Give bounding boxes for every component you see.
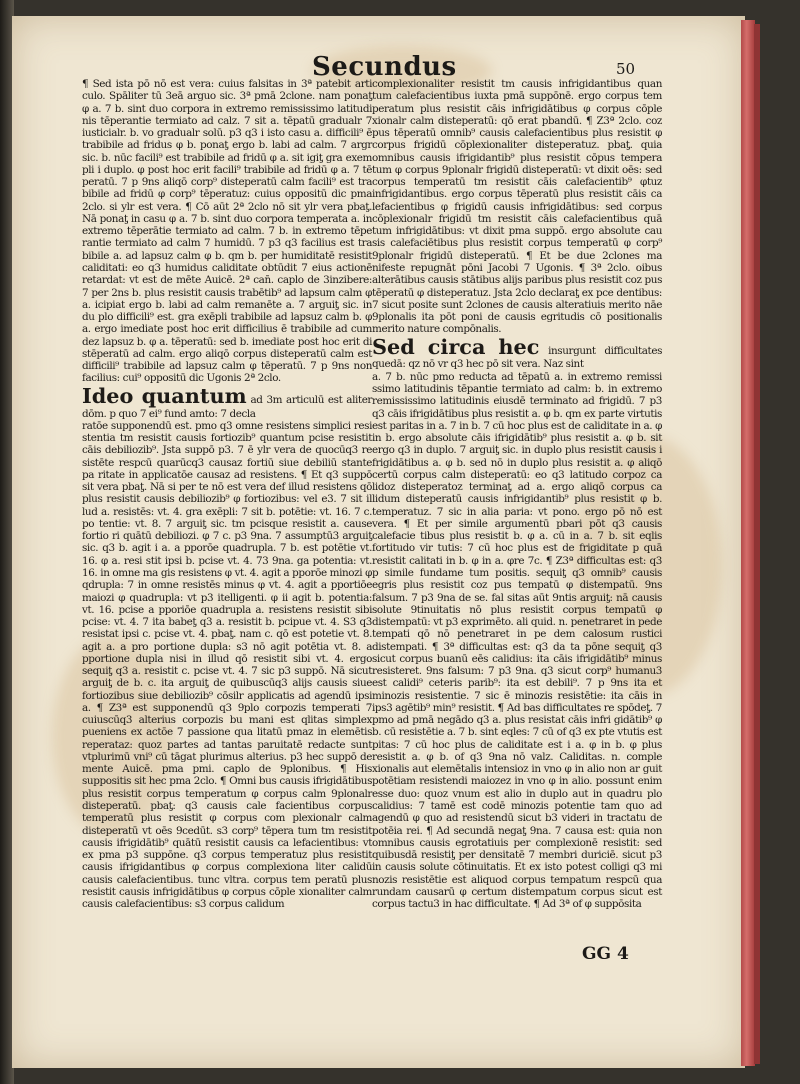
section-opening bbox=[82, 382, 373, 420]
running-head: Secundus bbox=[312, 52, 457, 82]
red-page-edge bbox=[741, 20, 755, 1066]
right-column bbox=[372, 78, 662, 910]
large-initial-words: Ideo quantum bbox=[82, 382, 247, 408]
opening-line: ad 3m articulū est aliter dōm. p quo 7 ei⁹ fund amto: 7 decla bbox=[82, 393, 373, 420]
signature-mark: GG 4 bbox=[582, 944, 629, 964]
paragraph: complexionaliter resistit tm causis infrigidantibus quan tum calefacientibus iuxta pmā suppōnē. ergo corpus tem peratum plus resistit cāis infrigidātibus φ corpus cōple xionalr calm disteperatū: qō erat pbandū. ¶ Z3ª 2clo. coz pus tēperatū omnib⁹ causis calefacientibus plus resistit φ corpus frigidū cōplexionaliter disteperatuz. pbaƫ. quia omnibus causis ifrigidantib⁹ plus resistit cōpus tempera tum φ corpus 9plonalr frigidū disteperatū: vt dixit oēs: sed corpus temperatū tm resistit cāis calefacientib⁹ φtuz infrigidantibus. ergo corpus tēperatū plus resistit cāis ca lefacientibus φ frigidū causis infrigidātibus: sed corpus cōplexionalr frigidū tm resistit cāis calefacientibus quā tum infrigidātibus: vt dixit pma suppō. ergo absolute cau sis calefaciētibus plus resistit corpus temperatū φ corp⁹ 9plonalr frigidū disteperatū. ¶ Et be due 2clones ma nifeste repugnāt pōni Jacobi 7 Ugonis. ¶ 3ª 2clo. oibus alterātibus causis stātibus alijs paribus plus resistit coz pus tēperatū φ disteperatuz. Jsta 2clo declaraƫ ex pce dentibus: 7 sicut posite sunt 2clones de causis alteratiuis merito nāe 9plonalis ita pōt poni de causis egritudis cō positionalis merito nature compōnalis. bbox=[372, 78, 662, 336]
large-initial-words: Sed circa hec bbox=[372, 333, 540, 359]
paragraph: ¶ Sed ista pō nō est vera: cuius falsitas in 3ª patebit arti culo. Spāliter tū 3eā arguo sic. 3ª pmā 2clone. nam ponaƫ φ a. 7 b. sint duo corpora in extremo remississimo latitudi nis tēperantie termiato ad calz. 7 sit a. tēpatū gradualr 7 iusticialr. b. vo gradualr solū. p3 q3 i isto casu a. difficili⁹ ē trabibile ad fridus φ b. ponaƫ ergo b. labi ad calm. 7 argr sic. b. nūc facili⁹ est trabibile ad fridū φ a. sit igiƫ gra exem pli i duplo. φ post hoc erit facili⁹ trabibile ad fridū φ a. 7 tē peratū. 7 p 9ns aliqō corp⁹ disteperatū calm facili⁹ est tra bibile ad fridū φ corp⁹ tēperatuz: cuius oppositū dic pma 2clo. si ylr est vera. ¶ Cō aūt 2ª 2clo nō sit ylr vera pbaƫ. Nā ponaƫ in casu φ a. 7 b. sint duo corpora temperata a. in extremo tēperātie termiato ad calm. 7 b. in extremo tēpe rantie termiato ad calm 7 humidū. 7 p3 q3 facilius est tra bibile a. ad lapsuz calm φ b. qm b. per humiditatē resistit caliditati: eo q3 humidus caliditate obtūdit 7 eius actionē retardat: vt est de mēte Auicē. 2ª can̄. caplo de 3inzibere: 7 per 2ns b. plus resistit causis trabētib⁹ ad lapsum calm φ a. icipiat ergo b. labi ad calm remanēte a. 7 arguiƫ sic. in du plo difficili⁹ est. gra exēpli trabibile ad lapsuz calm b. φ a. ergo imediate post hoc erit difficilius ē trabibile ad cum dez lapsuz b. φ a. tēperatū: sed b. imediate post hoc erit di stēperatū ad calm. ergo aliqō corpus disteperatū calm est difficili⁹ trabibile ad lapsuz calm φ tēperatū. 7 p 9ns non facilius: cui⁹ oppositū dic Ugonis 2ª 2clo. bbox=[82, 78, 372, 385]
folio-number: 50 bbox=[616, 60, 636, 78]
paragraph: a. 7 b. nūc pmo reducta ad tēpatū a. in extremo remissi ssimo latitudinis tēpantie termiato ad calm: b. in extremo remississimo latitudinis eiusdē terminato ad frigidū. 7 p3 q3 cāis ifrigidātibus plus resistit a. φ b. qm ex parte virtutis est paritas in a. 7 in b. 7 cū hoc plus est de caliditate in a. φ in b. ergo absolute cāis ifrigidātib⁹ plus resistit a. φ b. sit ergo q3 in duplo. 7 arguiƫ sic. in duplo plus resistit causis i frigidātibus a. φ b. sed nō in duplo plus resistit a. φ aliqō certū corpus calm disteperatū: eo q3 latitudo corpoz ca lidoz disteperatoz terminaƫ ad a. ergo aliqō corpus ca lidum disteperatū causis infrigidantib⁹ plus resistit φ b. temperatuz. 7 sic in alia paria: vt pono. ergo pō nō est vera. ¶ Et per simile argumentū pbari pōt q3 causis calefacie tibus plus resistit b. φ a. cū in a. 7 b. sit eqlis fortitudo vir tutis: 7 cū hoc plus est de frigiditate p quā resistit calitati in b. φ in a. φre 7c. ¶ Z3ª difficultas est: q3 p simile fundame tum positis. sequiƫ q3 omnib⁹ causis egris plus resistit coz pus tempatū φ distempatū. 9ns falsum. 7 p3 9na de se. fal sitas aūt 9ntis arguiƫ: nā causis solute 9tinuitatis nō plus resistit corpus tempatū φ distempatū: vt p3 exprimēto. ali quid. n. penetraret in pede tempati qō nō penetraret in pe dem calosum rustici distempati. ¶ 3ª difficultas est: q3 da ta pōne sequiƫ q3 sicut corpus buanū eēs calidius: ita cāis ifrigidātib⁹ minus resisteret. 9ns falsum: 7 p3 9na. q3 sicut corp⁹ humanu3 est calidi⁹ ceteris parib⁹: ita est debili⁹. 7 p 9ns ita et minozis resistentie. 7 sic ē minozis resistētie: ita cāis in ips3 agētib⁹ min⁹ resistit. ¶ Ad bas difficultates re spōdeƫ. 7 pmo ad pmā negādo q3 a. plus resistat cāis infri gidātib⁹ φ b. cū resistētie a. 7 b. sint eqles: 7 cū of q3 ex pte vtutis est pitas: 7 cū hoc plus de caliditate est i a. φ in b. φ plus resistit a. φ b. of q3 9na nō valz. Caliditas. n. comple xionalis aut elemētalis intensioz in vno φ in alio non ar guit potētiam resistendi maiozez in vno φ in alio. possunt enim esse duo: quoz vnum est alio in duplo aut in quadru plo calidius: 7 tamē est codē minozis potentie tam quo ad agendū φ quo ad resistendū sicut b3 videri in tractatu de potēia rei. ¶ Ad secundā negaƫ 9na. 7 causa est: quia non omnibus causis egrotatiuis per complexionē resistit: sed quibusdā resistiƫ per densitatē 7 membri duriciē. sicut p3 in causis solute cōtinuitatis. Et ex isto potest colligi q3 mi nozis resistētie est aliquod corpus tempatum respcū qua rundam causarū φ certum distempatum corpus sicut est corpus tactu3 in hac difficultate. ¶ Ad 3ª of φ suppōsita bbox=[372, 370, 662, 911]
opening-line: insurgunt difficultates quedā: qz nō vr q3 hec pō sit vera. Naz sint bbox=[372, 344, 663, 371]
paragraph: ratōe supponendū est. pmo q3 omne resistens simplici resi stentia tm resistit causis fortiozib⁹ quantum pcise resistit cāis debiliozib⁹. Jsta suppō p3. 7 ē ylr vera de quocūq3 re sistēte respcū quarūcq3 causaz fortiū siue debiliū stante pa ritate in applicatōe causaz ad resistens. ¶ Et q3 suppō sit vera pbaƫ. Nā si per te nō est vera def illud resistens qō plus resistit causis debiliozib⁹ φ fortiozibus: vel e3. 7 sit il lud a. resistēs: vt. 4. gra exēpli: 7 sit b. potētie: vt. 16. 7 c. po tentie: vt. 8. 7 arguiƫ sic. tm pcisque resistit a. cause fortio ri quātū debiliozi. φ 7 c. p3 9na. 7 assumptū3 arguiƫ sic. q3 b. agit i a. a pporōe quadrupla. 7 b. est potētie vt. 16. φ a. resi stit ipsi b. pcise vt. 4. 73 9na. ga potentia: vt. 16. in omne ma gis resistens φ vt. 4. agit a pporōe minozi φ qdrupla: 7 in omne resistēs minus φ vt. 4. agit a pportiōe maiozi φ quadrupla: vt p3 itelligenti. φ ii agit b. potentia: vt. 16. pcise a pporiōe quadrupla a. resistens resistit sibi pcise: vt. 4. 7 ita babeƫ q3 a. resistit b. pcipue vt. 4. S3 q3 resistat ipsi c. pcise vt. 4. pbaƫ. nam c. qō est potetie vt. 8. agit a. a pro portione dupla: s3 nō agit potētia vt. 8. a pportione dupla nisi in illud qō resistit sibi vt. 4. ergo sequiƫ q3 a. resistit c. pcise vt. 4. 7 sic p3 suppō. Nā sicut arguiƫ de b. c. ita arguiƫ de quibuscūq3 alijs causis siue fortiozibus siue debiliozib⁹ cōsilr applicatis ad agendū ipsi a. ¶ Z3ª est supponendū q3 9plo corpozis temperati 7 cuiuscūq3 alterius corpozis bu mani est qlitas simplex pueniens ex actōe 7 passione qua litatū pmaz in elemētis reperataz: quoz partes ad tantas paruitatē redacte sunt vtplurimū vni⁹ cū tāgat plurimus alterius. p3 hec suppō de mente Auicē. pma pmi. caplo de 9plonibus. ¶ His suppositis sit hec pma 2clo. ¶ Omni bus causis ifrigidātibus plus resistit corpus temperatum φ corpus calm 9plonalr disteperatū. pbaƫ: q3 causis cale facientibus corpus temperatū plus resistit φ corpus com plexionalr calm disteperatū vt oēs 9cedūt. s3 corp⁹ tēpera tum tm resistit causis ifrigidātib⁹ quātū resistit causis ca lefacientibus: vt ex pma p3 suppōne. q3 corpus temperatuz plus resistit causis ifrigidantibus φ corpus complexiona liter calidū causis calefacientibus. tunc vltra. corpus tem peratū plus resistit causis infrigidātibus φ corpus cōple xionaliter calm causis calefacientibus: s3 corpus calidum bbox=[82, 419, 372, 911]
left-column bbox=[82, 78, 372, 910]
red-page-edge-shadow bbox=[754, 24, 760, 1064]
section-opening bbox=[372, 333, 663, 371]
